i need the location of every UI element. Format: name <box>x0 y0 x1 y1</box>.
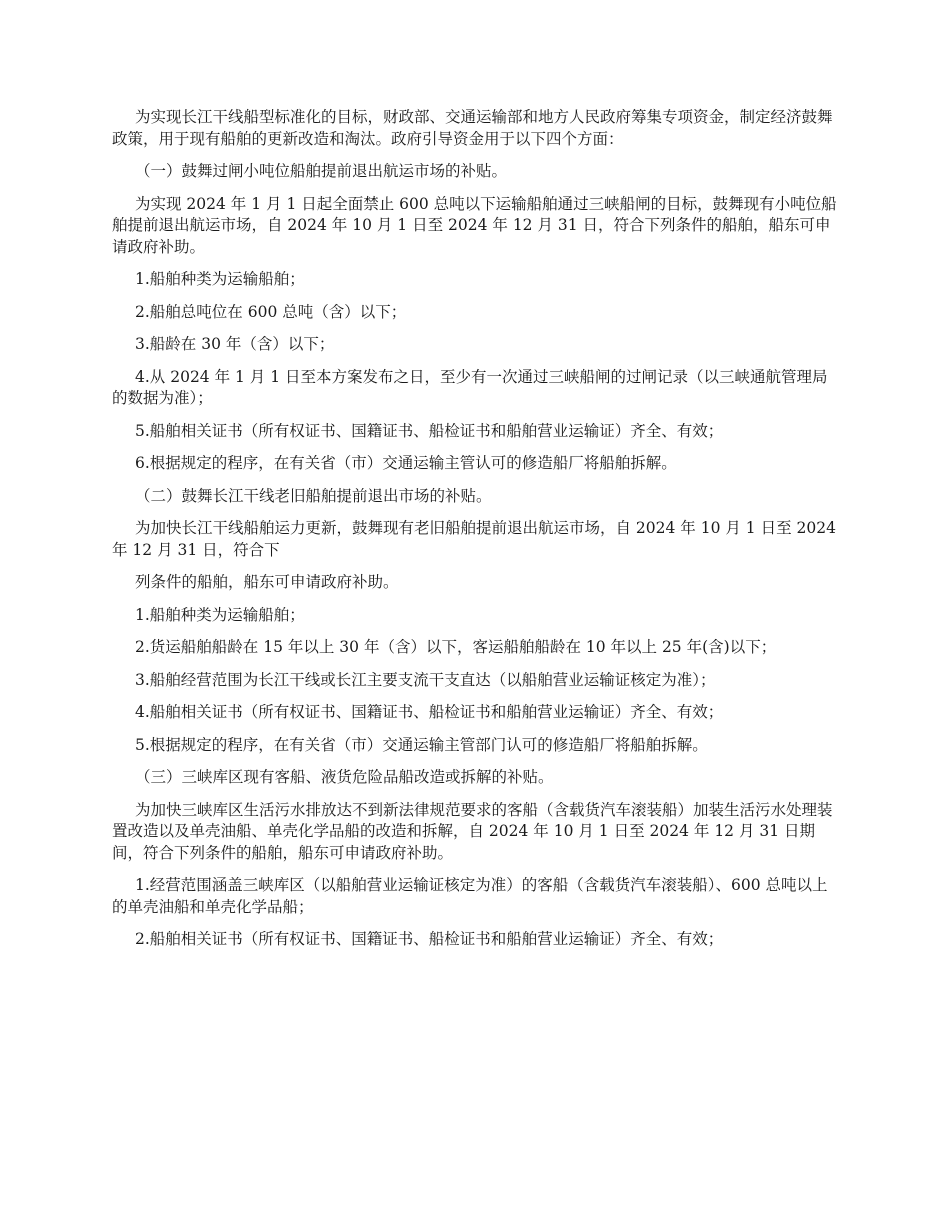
list-item: 1.经营范围涵盖三峡库区（以船舶营业运输证核定为准）的客船（含载货汽车滚装船）、600 总吨以上的单壳油船和单壳化学品船； <box>112 876 828 916</box>
list-item: 4.从 2024 年 1 月 1 日至本方案发布之日，至少有一次通过三峡船闸的过闸记录（以三峡通航管理局的数据为准）； <box>112 367 828 407</box>
list-item: 1.船舶种类为运输船舶； <box>135 270 305 288</box>
list-item: 2.货运船舶船龄在 15 年以上 30 年（含）以下，客运船舶船龄在 10 年以上 25 年(含)以下； <box>135 638 777 656</box>
list-item: 2.船舶相关证书（所有权证书、国籍证书、船检证书和船舶营业运输证）齐全、有效； <box>135 930 724 948</box>
section-heading-2: （二）鼓舞长江干线老旧船舶提前退出市场的补贴。 <box>135 486 492 505</box>
paragraph-section-3: 为加快三峡库区生活污水排放达不到新法律规范要求的客船（含载货汽车滚装船）加装生活污水处理装置改造以及单壳油船、单壳化学品船的改造和拆解，自 2024 年 10 月 1 日至 2024 年 12 月 31 日期间，符合下列条件的船舶，船东可申请政府补助。 <box>112 800 833 862</box>
list-item: 4.船舶相关证书（所有权证书、国籍证书、船检证书和船舶营业运输证）齐全、有效； <box>135 703 724 721</box>
list-item: 5.船舶相关证书（所有权证书、国籍证书、船检证书和船舶营业运输证）齐全、有效； <box>135 421 724 440</box>
paragraph-section-2-continued: 列条件的船舶，船东可申请政府补助。 <box>135 573 399 591</box>
list-item: 2.船舶总吨位在 600 总吨（含）以下； <box>135 302 407 321</box>
section-heading-1: （一）鼓舞过闸小吨位船舶提前退出航运市场的补贴。 <box>135 162 508 180</box>
list-item: 3.船舶经营范围为长江干线或长江主要支流干支直达（以船舶营业运输证核定为准）； <box>135 670 716 689</box>
list-item: 1.船舶种类为运输船舶； <box>135 605 305 624</box>
list-item: 6.根据规定的程序，在有关省（市）交通运输主管认可的修造船厂将船舶拆解。 <box>135 454 677 472</box>
paragraph-section-1: 为实现 2024 年 1 月 1 日起全面禁止 600 总吨以下运输船舶通过三峡船闸的目标，鼓舞现有小吨位船舶提前退出航运市场，自 2024 年 10 月 1 日至 2024 年 12 月 31 日，符合下列条件的船舶，船东可申请政府补助。 <box>112 194 837 256</box>
list-item: 3.船龄在 30 年（含）以下； <box>135 335 335 353</box>
list-item: 5.根据规定的程序，在有关省（市）交通运输主管部门认可的修造船厂将船舶拆解。 <box>135 735 708 754</box>
paragraph-section-2: 为加快长江干线船舶运力更新，鼓舞现有老旧船舶提前退出航运市场，自 2024 年 10 月 1 日至 2024 年 12 月 31 日，符合下 <box>112 519 841 559</box>
section-heading-3: （三）三峡库区现有客船、液货危险品船改造或拆解的补贴。 <box>135 768 554 786</box>
paragraph-intro: 为实现长江干线船型标准化的目标，财政部、交通运输部和地方人民政府筹集专项资金，制定经济鼓舞政策，用于现有船舶的更新改造和淘汰。政府引导资金用于以下四个方面： <box>112 108 833 148</box>
